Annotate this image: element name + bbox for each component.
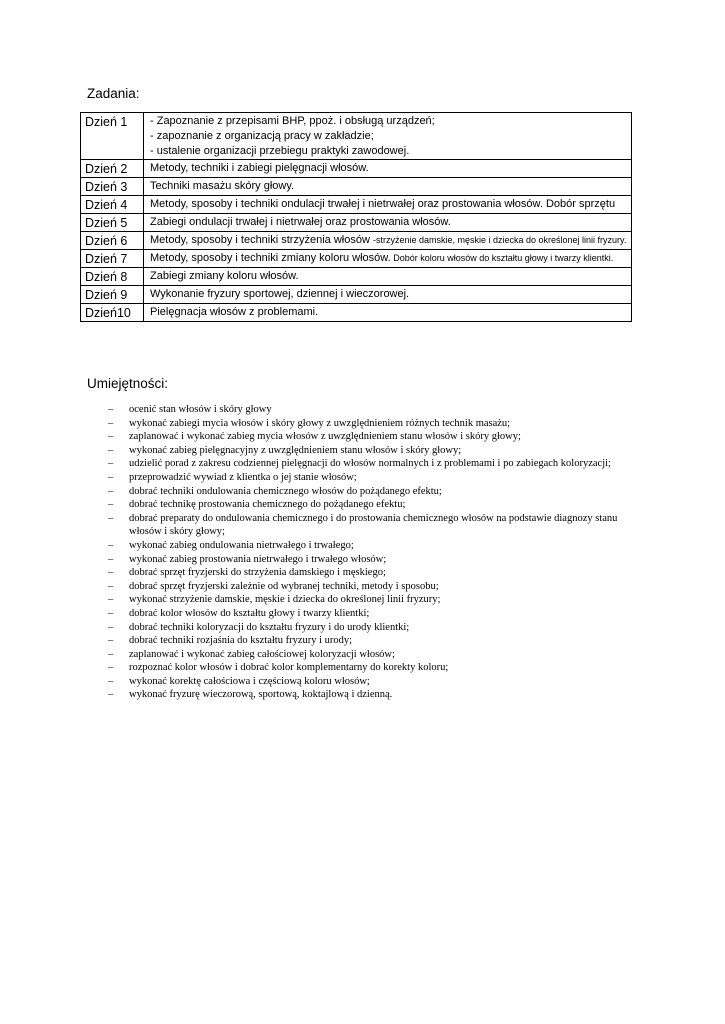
list-item [108,675,648,689]
task-description: Wykonanie fryzury sportowej, dziennej i wieczorowej. [144,286,632,304]
day-label: Dzień 7 [81,250,144,268]
dash-bullet: – [108,662,114,674]
skill-text: dobrać preparaty do ondulowania chemicznego i do prostowania chemicznego włosów na podstawie diagnozy stanu włosów i skóry głowy; [129,512,618,538]
task-small-text: Dobór koloru włosów do kształtu głowy i twarzy klientki. [390,253,614,263]
skill-text: ocenić stan włosów i skóry głowy [129,404,272,415]
list-item [108,498,648,512]
skill-text: dobrać techniki rozjaśnia do kształtu fryzury i urody; [129,635,353,647]
skill-text: wykonać zabieg ondulowania nietrwałego i trwałego; [129,539,354,551]
skill-text: wykonać zabieg pielęgnacyjny z uwzględnieniem stanu włosów i skóry głowy; [129,444,462,456]
list-item [108,417,648,431]
task-description: Zabiegi zmiany koloru włosów. [144,268,632,286]
task-small-text: -strzyżenie damskie, męskie i dziecka do określonej linii fryzury. [372,235,627,245]
day-label: Dzień10 [81,304,144,322]
list-item [108,648,648,662]
dash-bullet: – [108,431,114,443]
skill-text: dobrać sprzęt fryzjerski do strzyżenia damskiego i męskiego; [129,567,386,579]
task-line: - zapoznanie z organizacją pracy w zakładzie; [150,130,374,142]
list-item [108,634,648,648]
list-item [108,607,648,621]
list-item [108,566,648,580]
dash-bullet: – [108,594,114,606]
list-item [108,539,648,553]
table-row [81,160,632,178]
skill-text: dobrać kolor włosów do kształtu głowy i twarzy klientki; [129,607,370,619]
skill-text: zaplanować i wykonać zabieg całościowej koloryzacji włosów; [129,648,395,660]
task-description: Metody, sposoby i techniki ondulacji trwałej i nietrwałej oraz prostowania włosów. Dobór sprzętu [144,196,632,214]
skill-text: dobrać technikę prostowania chemicznego do pożądanego efektu; [129,499,406,511]
task-main-text: Metody, sposoby i techniki strzyżenia włosów [150,234,373,246]
skill-text: wykonać fryzurę wieczorową, sportową, koktajlową i dzienną. [129,689,393,701]
skill-text: przeprowadzić wywiad z klientka o jej stanie włosów; [129,471,357,483]
table-row [81,196,632,214]
dash-bullet: – [108,444,114,456]
dash-bullet: – [108,539,114,551]
dash-bullet: – [108,404,114,415]
dash-bullet: – [108,675,114,687]
dash-bullet: – [108,607,114,619]
task-description [144,113,632,160]
task-description: Zabiegi ondulacji trwałej i nietrwałej oraz prostowania włosów. [144,214,632,232]
dash-bullet: – [108,499,114,511]
task-description [144,250,632,268]
skill-text: wykonać zabiegi mycia włosów i skóry głowy z uwzględnieniem różnych technik masażu; [129,417,511,429]
table-row [81,113,632,160]
task-description: Metody, techniki i zabiegi pielęgnacji włosów. [144,160,632,178]
task-description: Techniki masażu skóry głowy. [144,178,632,196]
dash-bullet: – [108,512,114,524]
day-label: Dzień 2 [81,160,144,178]
list-item [108,593,648,607]
skill-text: wykonać korektę całościowa i częściową koloru włosów; [129,675,370,687]
table-row [81,268,632,286]
skill-text: dobrać techniki koloryzacji do kształtu fryzury i do urody klientki; [129,621,410,633]
skill-text: rozpoznać kolor włosów i dobrać kolor komplementarny do korekty koloru; [129,662,449,674]
list-item [108,580,648,594]
dash-bullet: – [108,417,114,429]
tasks-table [80,112,632,322]
list-item [108,403,648,417]
dash-bullet: – [108,648,114,660]
dash-bullet: – [108,485,114,497]
list-item [108,471,648,485]
day-label: Dzień 9 [81,286,144,304]
dash-bullet: – [108,471,114,483]
dash-bullet: – [108,567,114,579]
task-line: - Zapoznanie z przepisami BHP, ppoż. i obsługą urządzeń; [150,115,435,127]
list-item [108,430,648,444]
task-description [144,232,632,250]
list-item [108,485,648,499]
task-main-text: Metody, sposoby i techniki zmiany koloru włosów. [150,252,391,264]
dash-bullet: – [108,580,114,592]
list-item [108,621,648,635]
day-label: Dzień 5 [81,214,144,232]
skill-text: udzielić porad z zakresu codziennej pielęgnacji do włosów normalnych i z problemami i po zabiegach koloryzacji; [129,458,611,470]
dash-bullet: – [108,553,114,565]
list-item [108,457,648,471]
day-label: Dzień 8 [81,268,144,286]
skills-heading: Umiejętności: [87,376,169,391]
table-row [81,232,632,250]
table-row [81,178,632,196]
dash-bullet: – [108,458,114,470]
skill-text: wykonać zabieg prostowania nietrwałego i trwałego włosów; [129,553,387,565]
day-label: Dzień 1 [81,113,144,160]
day-label: Dzień 3 [81,178,144,196]
table-row [81,214,632,232]
dash-bullet: – [108,689,114,701]
table-row [81,250,632,268]
list-item [108,553,648,567]
tasks-heading: Zadania: [87,86,140,101]
skill-text: wykonać strzyżenie damskie, męskie i dziecka do określonej linii fryzury; [129,594,441,606]
dash-bullet: – [108,621,114,633]
skill-text: zaplanować i wykonać zabieg mycia włosów z uwzględnieniem stanu włosów i skóry głowy; [129,431,521,443]
list-item [108,512,648,539]
list-item [108,688,648,702]
table-row [81,304,632,322]
task-line: - ustalenie organizacji przebiegu praktyki zawodowej. [150,145,410,157]
list-item [108,444,648,458]
dash-bullet: – [108,635,114,647]
list-item [108,661,648,675]
skill-text: dobrać techniki ondulowania chemicznego włosów do pożądanego efektu; [129,485,442,497]
table-row [81,286,632,304]
task-description: Pielęgnacja włosów z problemami. [144,304,632,322]
skill-text: dobrać sprzęt fryzjerski zależnie od wybranej techniki, metody i sposobu; [129,580,439,592]
day-label: Dzień 4 [81,196,144,214]
day-label: Dzień 6 [81,232,144,250]
skills-list [108,403,648,702]
